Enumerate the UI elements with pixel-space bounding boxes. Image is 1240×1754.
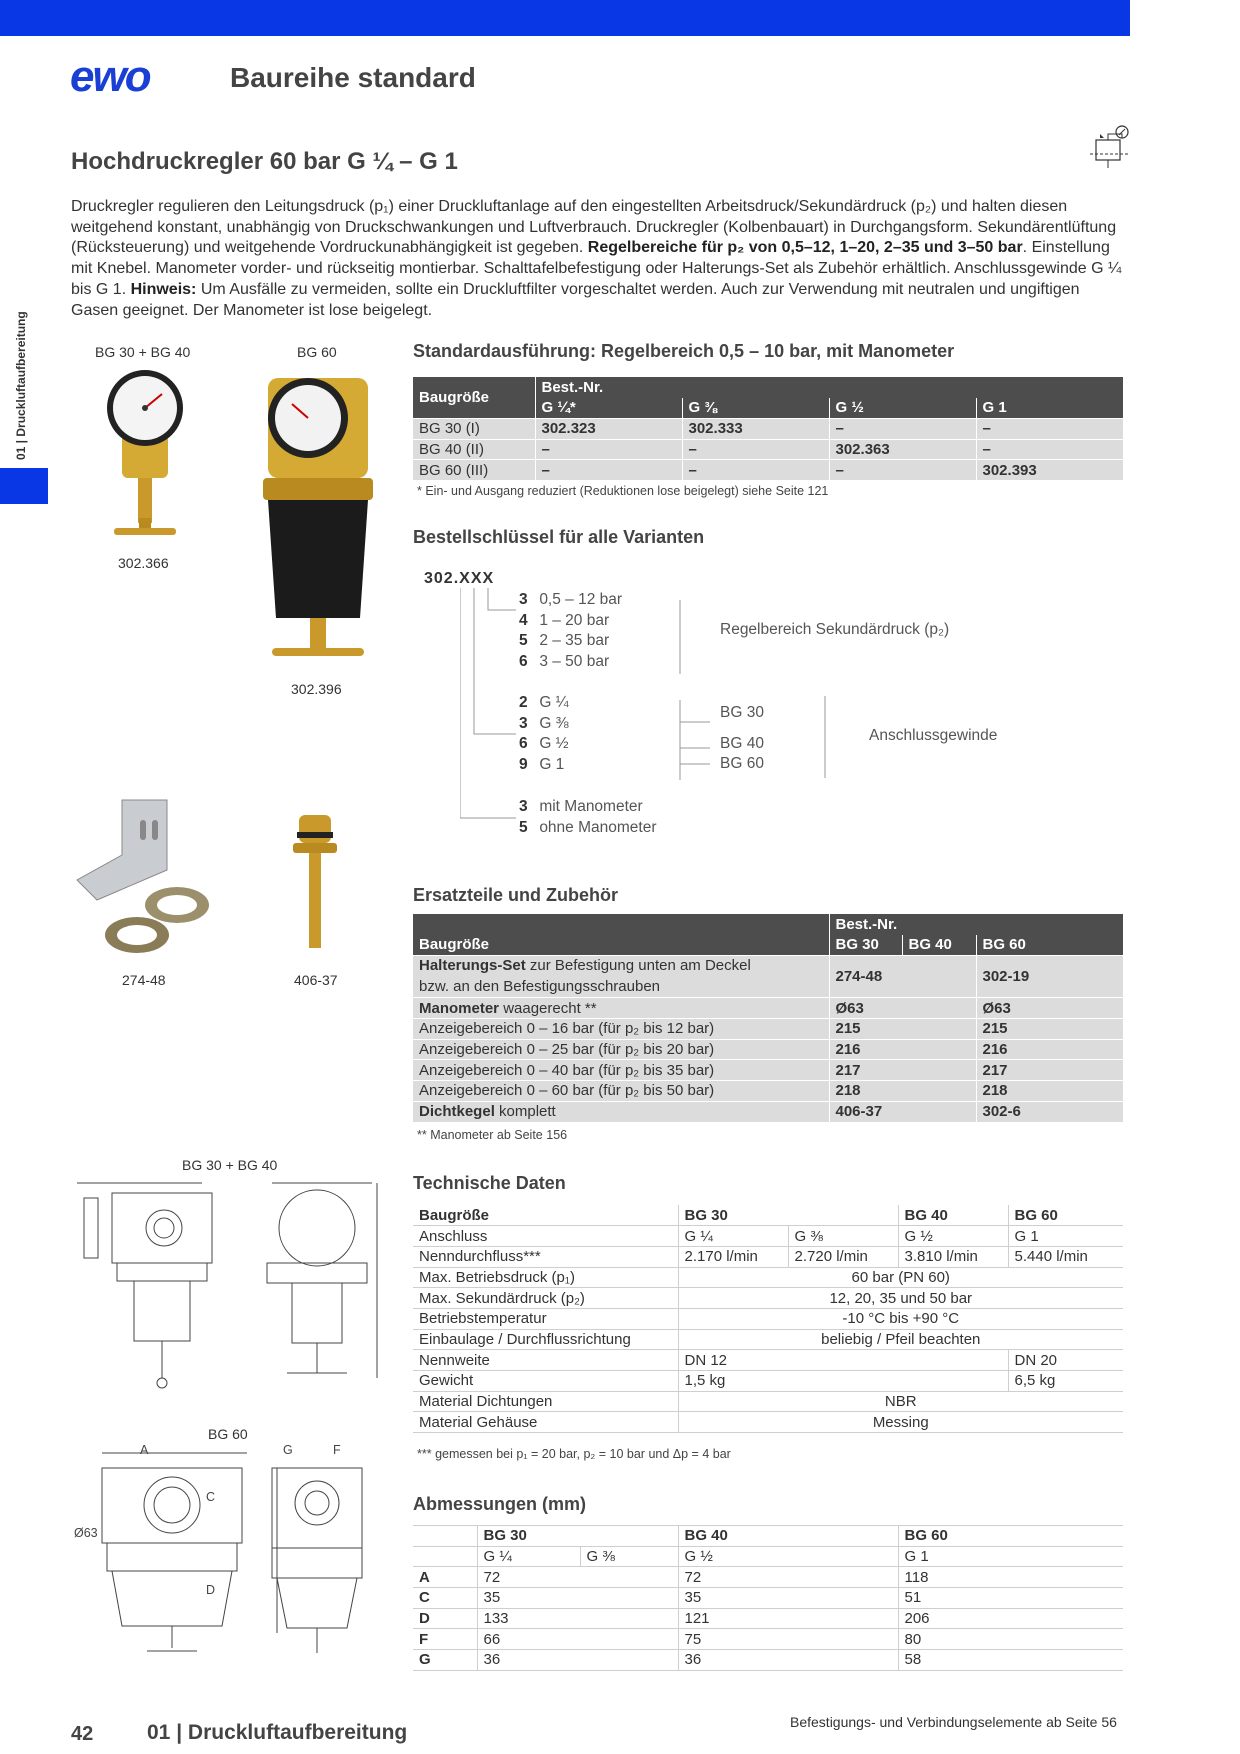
part-number-302366: 302.366 <box>118 555 169 571</box>
pressure-regulator-symbol-icon <box>1090 124 1130 174</box>
dim-label-d: D <box>206 1583 216 1597</box>
image-caption-bg3040: BG 30 + BG 40 <box>95 344 191 360</box>
dims-heading: Abmessungen (mm) <box>413 1494 587 1514</box>
spares-footnote: ** Manometer ab Seite 156 <box>417 1128 568 1142</box>
order-key-bg60: BG 60 <box>720 755 764 772</box>
sidebar-tab-marker <box>0 468 48 504</box>
sidebar-section-label: 01 | Druckluftaufbereitung <box>14 311 28 460</box>
standard-table: Baugröße Best.-Nr. G ¼* G ⅜ G ½ G 1 BG 30 (I) 302.323 302.333 – – BG 40 (II) – – 302.363 – BG 60 (III) – – – 302.393 <box>413 377 1123 480</box>
table-row: Manometer waagerecht ** Ø63 Ø63 <box>413 998 1123 1019</box>
top-color-bar <box>0 0 1130 36</box>
spares-heading: Ersatzteile und Zubehör <box>413 885 619 905</box>
tech-footnote: *** gemessen bei p₁ = 20 bar, p₂ = 10 bar und Δp = 4 bar <box>417 1447 731 1461</box>
dim-label-f: F <box>333 1443 341 1457</box>
order-key-range-list: 3 0,5 – 12 bar 4 1 – 20 bar 5 2 – 35 bar 6 3 – 50 bar <box>519 591 623 671</box>
footer-reference-link[interactable]: Befestigungs- und Verbindungselemente ab Seite 56 <box>790 1714 1117 1730</box>
order-key-bg30: BG 30 <box>720 704 764 721</box>
dim-label-g: G <box>283 1443 293 1457</box>
table-row: Max. Betriebsdruck (p₁) 60 bar (PN 60) <box>413 1267 1123 1288</box>
table-row: BG 30 (I) 302.323 302.333 – – <box>413 418 1123 439</box>
table-row: Gewicht 1,5 kg 6,5 kg <box>413 1371 1123 1392</box>
table-row: F 66 75 80 <box>413 1629 1123 1650</box>
table-row: Nennweite DN 12 DN 20 <box>413 1350 1123 1371</box>
table-row: Material Gehäuse Messing <box>413 1412 1123 1433</box>
order-key-heading: Bestellschlüssel für alle Varianten <box>413 527 705 547</box>
table-row: Einbaulage / Durchflussrichtung beliebig / Pfeil beachten <box>413 1329 1123 1350</box>
table-row: Dichtkegel komplett 406-37 302-6 <box>413 1101 1123 1122</box>
order-key-code: 302.XXX <box>424 570 495 587</box>
technical-drawing-bg3040 <box>72 1178 392 1398</box>
tech-heading: Technische Daten <box>413 1173 566 1193</box>
footer-section: 01 | Druckluftaufbereitung <box>147 1721 408 1744</box>
spares-table: Best.-Nr. Baugröße BG 30 BG 40 BG 60 Halterungs-Set zur Befestigung unten am Deckel bzw. an den Befestigungsschrauben 274-48 302-19 Manometer waagerecht ** Ø63 Ø63 Anzeigebereich 0 – 16 bar (für p₂ bis 12 bar) 215 215 Anzeigebereich 0 – 25 bar (für p₂ bis 20 bar) 216 216 Anzeigebereich 0 – 40 bar (für p₂ bis 35 bar) 217 217 Anzeigebereich 0 – 60 bar (für p₂ bis 50 bar) 218 218 Dichtkegel komplett 406-37 302-6 <box>413 914 1123 1122</box>
part-number-302396: 302.396 <box>291 681 342 697</box>
image-caption-bg60: BG 60 <box>297 344 337 360</box>
standard-heading: Standardausführung: Regelbereich 0,5 – 10 bar, mit Manometer <box>413 341 955 361</box>
table-row: Anzeigebereich 0 – 60 bar (für p₂ bis 50 bar) 218 218 <box>413 1081 1123 1102</box>
mounting-bracket-image <box>72 795 222 960</box>
page-number: 42 <box>71 1723 94 1745</box>
order-key-range-label: Regelbereich Sekundärdruck (p₂) <box>720 621 950 638</box>
drawing-caption-bg60: BG 60 <box>208 1426 248 1442</box>
table-row: Anschluss G ¼ G ⅜ G ½ G 1 <box>413 1226 1123 1247</box>
dim-label-c: C <box>206 1490 216 1504</box>
table-row: A 72 72 118 <box>413 1567 1123 1588</box>
dim-label-a: A <box>140 1443 149 1457</box>
regulator-bg3040-image <box>100 368 190 543</box>
table-row: Max. Sekundärdruck (p₂) 12, 20, 35 und 50 bar <box>413 1288 1123 1309</box>
table-row: D 133 121 206 <box>413 1608 1123 1629</box>
part-number-40637: 406-37 <box>294 972 338 988</box>
dims-table: BG 30 BG 40 BG 60 G ¼ G ⅜ G ½ G 1 A 72 72 118 C 35 35 51 D 133 121 206 F 66 75 80 G 36 36 58 <box>413 1525 1123 1671</box>
regulator-bg60-image <box>248 368 388 668</box>
standard-footnote: * Ein- und Ausgang reduziert (Reduktionen lose beigelegt) siehe Seite 121 <box>417 484 829 498</box>
series-title: Baureihe standard <box>230 62 476 93</box>
table-row: C 35 35 51 <box>413 1588 1123 1609</box>
order-key-thread-label: Anschlussgewinde <box>869 727 998 744</box>
tech-table: Baugröße BG 30 BG 40 BG 60 Anschluss G ¼ G ⅜ G ½ G 1 Nenndurchfluss*** 2.170 l/min 2.720 l/min 3.810 l/min 5.440 l/min Max. Betriebsdruck (p₁) 60 bar (PN 60) Max. Sekundärdruck (p₂) 12, 20, 35 und 50 bar Betriebstemperatur -10 °C bis +90 °C Einbaulage / Durchflussrichtung beliebig / Pfeil beachten Nennweite DN 12 DN 20 Gewicht 1,5 kg 6,5 kg Material Dichtungen NBR Material Gehäuse Messing <box>413 1205 1123 1433</box>
order-key-thread-list: 2 G ¼ 3 G ⅜ 6 G ½ 9 G 1 <box>519 694 569 774</box>
table-row: Anzeigebereich 0 – 16 bar (für p₂ bis 12 bar) 215 215 <box>413 1018 1123 1039</box>
table-row: BG 40 (II) – – 302.363 – <box>413 439 1123 460</box>
table-row: BG 60 (III) – – – 302.393 <box>413 460 1123 481</box>
technical-drawing-bg60 <box>72 1448 392 1663</box>
col-header-size: Baugröße <box>413 377 535 418</box>
table-row: Material Dichtungen NBR <box>413 1391 1123 1412</box>
table-row: Nenndurchfluss*** 2.170 l/min 2.720 l/min 3.810 l/min 5.440 l/min <box>413 1246 1123 1267</box>
part-number-27448: 274-48 <box>122 972 166 988</box>
order-key-gauge-list: 3 mit Manometer 5 ohne Manometer <box>519 798 657 836</box>
table-row: G 36 36 58 <box>413 1650 1123 1671</box>
drawing-caption-bg3040: BG 30 + BG 40 <box>182 1157 278 1173</box>
dim-label-phi63: Ø63 <box>74 1526 98 1540</box>
page-title: Hochdruckregler 60 bar G ¼ – G 1 <box>71 148 458 175</box>
sealing-cone-image <box>285 810 345 960</box>
intro-paragraph: Druckregler regulieren den Leitungsdruck (p₁) einer Druckluftanlage auf den eingestellten Arbeitsdruck/Sekundärdruck (p₂) und halten diesen weitgehend konstant, unabhängig von Druckschwankungen und Luftverbrauch. Druckregler (Kolbenbauart) in Durchgangsform. Sekundärentlüftung (Rücksteuerung) und weitgehende Vordruckunabhängigkeit ist gegeben. Regelbereiche für p₂ von 0,5–12, 1–20, 2–35 und 3–50 bar. Einstellung mit Knebel. Manometer vorder- und rückseitig montierbar. Schalttafelbefestigung oder Halterungs-Set als Zubehör erhältlich. Anschlussgewinde G ¼ bis G 1. Hinweis: Um Ausfälle zu vermeiden, sollte ein Druckluftfilter vorgeschaltet werden. Auch zur Verwendung mit neutralen und ungiftigen Gasen geeignet. Der Manometer ist lose beigelegt. <box>71 198 1122 319</box>
table-row: Betriebstemperatur -10 °C bis +90 °C <box>413 1308 1123 1329</box>
table-row: Anzeigebereich 0 – 40 bar (für p₂ bis 35 bar) 217 217 <box>413 1060 1123 1081</box>
col-header-order: Best.-Nr. <box>535 377 1123 398</box>
table-row: Halterungs-Set zur Befestigung unten am Deckel bzw. an den Befestigungsschrauben 274-48 302-19 <box>413 955 1123 997</box>
table-row: Anzeigebereich 0 – 25 bar (für p₂ bis 20 bar) 216 216 <box>413 1039 1123 1060</box>
brand-logo: ewo <box>70 52 150 101</box>
order-key-bg40: BG 40 <box>720 735 764 752</box>
